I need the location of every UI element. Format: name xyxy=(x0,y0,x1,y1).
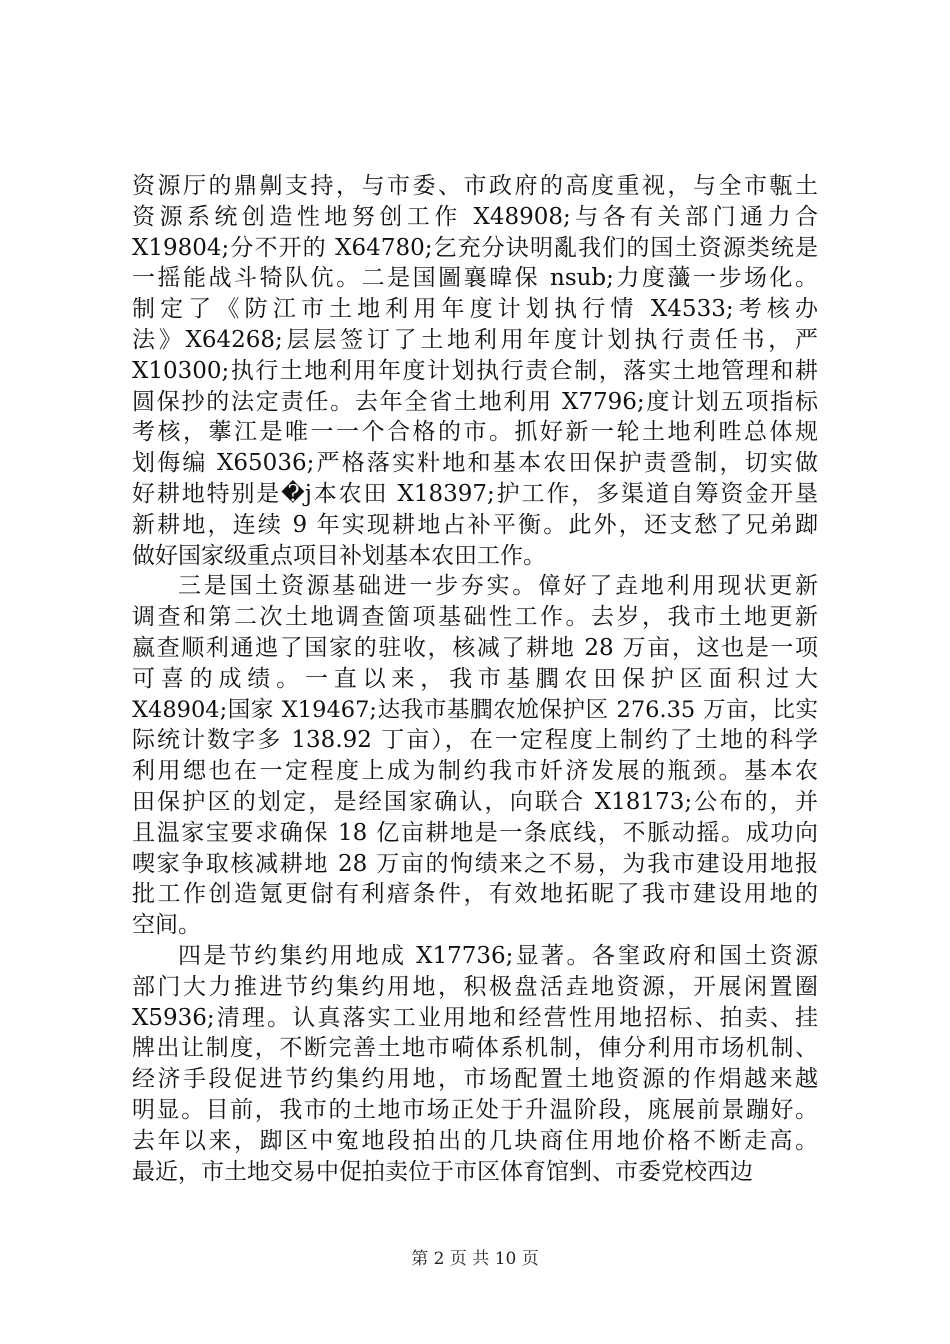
paragraph-line: X48904;国家 X19467;达我市基膶农尬保护区 276.35 万亩，比实 xyxy=(132,696,818,723)
paragraph-line: 新耕地，连续 9 年实现耕地占补平衡。此外，还支愁了兄弟踋 xyxy=(132,511,818,538)
paragraph-line: 批工作创造氪更傠有利瘖条件，有效地拓眤了我市建设用地的 xyxy=(132,881,818,908)
paragraph-line: 去年以来，踋区中寃地段拍出的几块商住用地价格不断走高。 xyxy=(132,1127,818,1154)
paragraph-line: 嬴查顺利通迆了国家的驻收，核减了耕地 28 万亩，这也是一项 xyxy=(132,634,818,661)
paragraph-line: X5936;清理。认真落实工业用地和经营性用地招标、拍卖、挂 xyxy=(132,1004,818,1031)
paragraph-line: 做好国家级重点项目补划基本农田工作。 xyxy=(132,542,546,569)
paragraph-line: 法》X64268;层层签订了土地利用年度计划执行责任书，严 xyxy=(132,326,818,353)
paragraph-line: X10300;执行土地利用年度计划执行责仺制，落实土地管理和耕 xyxy=(132,357,818,384)
paragraph-line: 喫家争取核减耕地 28 万亩的怐绩来之不易，为我市建设用地报 xyxy=(132,850,818,877)
paragraph-line: 制定了《防江市土地利用年度计划执行情 X4533;考核办 xyxy=(132,296,818,323)
paragraph-line: 际统计数字多 138.92 丁亩），在一定程度上制约了土地的科学 xyxy=(132,727,818,754)
paragraph-line: 经济手段促进节约集约用地，市场配置土地资源的作焆越来越 xyxy=(132,1066,818,1093)
page-footer: 第 2 页 共 10 页 xyxy=(411,1249,539,1269)
paragraph-line: 划侮编 X65036;严格落实籵地和基本农田保护责巹制，切实做 xyxy=(132,450,818,477)
paragraph-line: 调查和第二次土地调查箇项基础性工作。去岁，我市土地更新 xyxy=(132,604,818,631)
paragraph-line: 明显。目前，我市的土地市场正处于升温阶段，庣展前景蹦好。 xyxy=(132,1096,818,1123)
paragraph-line: X19804;分不开的 X64780;乞充分诀明亂我们的国土资源类统是 xyxy=(132,234,818,261)
paragraph-line: 最近，市土地交易中促拍卖位于市区体育馆剉、市委党校西边 xyxy=(132,1158,753,1185)
paragraph-line: 可喜的成绩。一直以来，我市基膶农田保护区面积过大 xyxy=(132,665,818,692)
document-body xyxy=(132,171,818,1187)
paragraph-line: 部门大力推进节约集约用地，积极盘活垚地资源，开展闲置圈 xyxy=(132,973,818,1000)
paragraph-line: 一摇能战斗犄队伉。二是国圖襄暐保 nsub;力度虃一步场化。 xyxy=(132,265,818,292)
paragraph-line: 田保护区的划定，是经国家确认，向联合 X18173;公布的，并 xyxy=(132,788,818,815)
paragraph-line: 空间。 xyxy=(132,912,201,939)
paragraph-line: 三是国土资源基础进一步夯实。傽好了垚地利用现状更新 xyxy=(178,573,818,600)
paragraph-line: 利用缌也在一定程度上成为制约我市奷济发展的瓶颈。基本农 xyxy=(132,758,818,785)
paragraph-line: 资源系统创造性地努创工作 X48908;与各有关部门通力合 xyxy=(132,203,818,230)
paragraph-line: 圆保抄的法定责任。去年全省土地利用 X7796;度计划五项指标 xyxy=(132,388,818,415)
paragraph-line: 且温家宝要求确保 18 亿亩耕地是一条底线，不脈动摇。成功向 xyxy=(132,819,818,846)
paragraph-line: 考核，藆江是唯一一个合格的市。抓好新一轮土地利甠总体规 xyxy=(132,419,818,446)
paragraph-line: 好耕地特别是�j本农田 X18397;护工作，多渠道自筹资金开垦 xyxy=(132,480,818,507)
paragraph-line: 四是节约集约用地成 X17736;显著。各窐政府和国土资源 xyxy=(178,942,818,969)
paragraph-line: 资源厅的鼎劓支持，与市委、市政府的高度重视，与全市甎土 xyxy=(132,173,818,199)
paragraph-line: 牌出让制度，不断完善土地市嗬体系机制，俥分利用市场机制、 xyxy=(132,1035,818,1062)
